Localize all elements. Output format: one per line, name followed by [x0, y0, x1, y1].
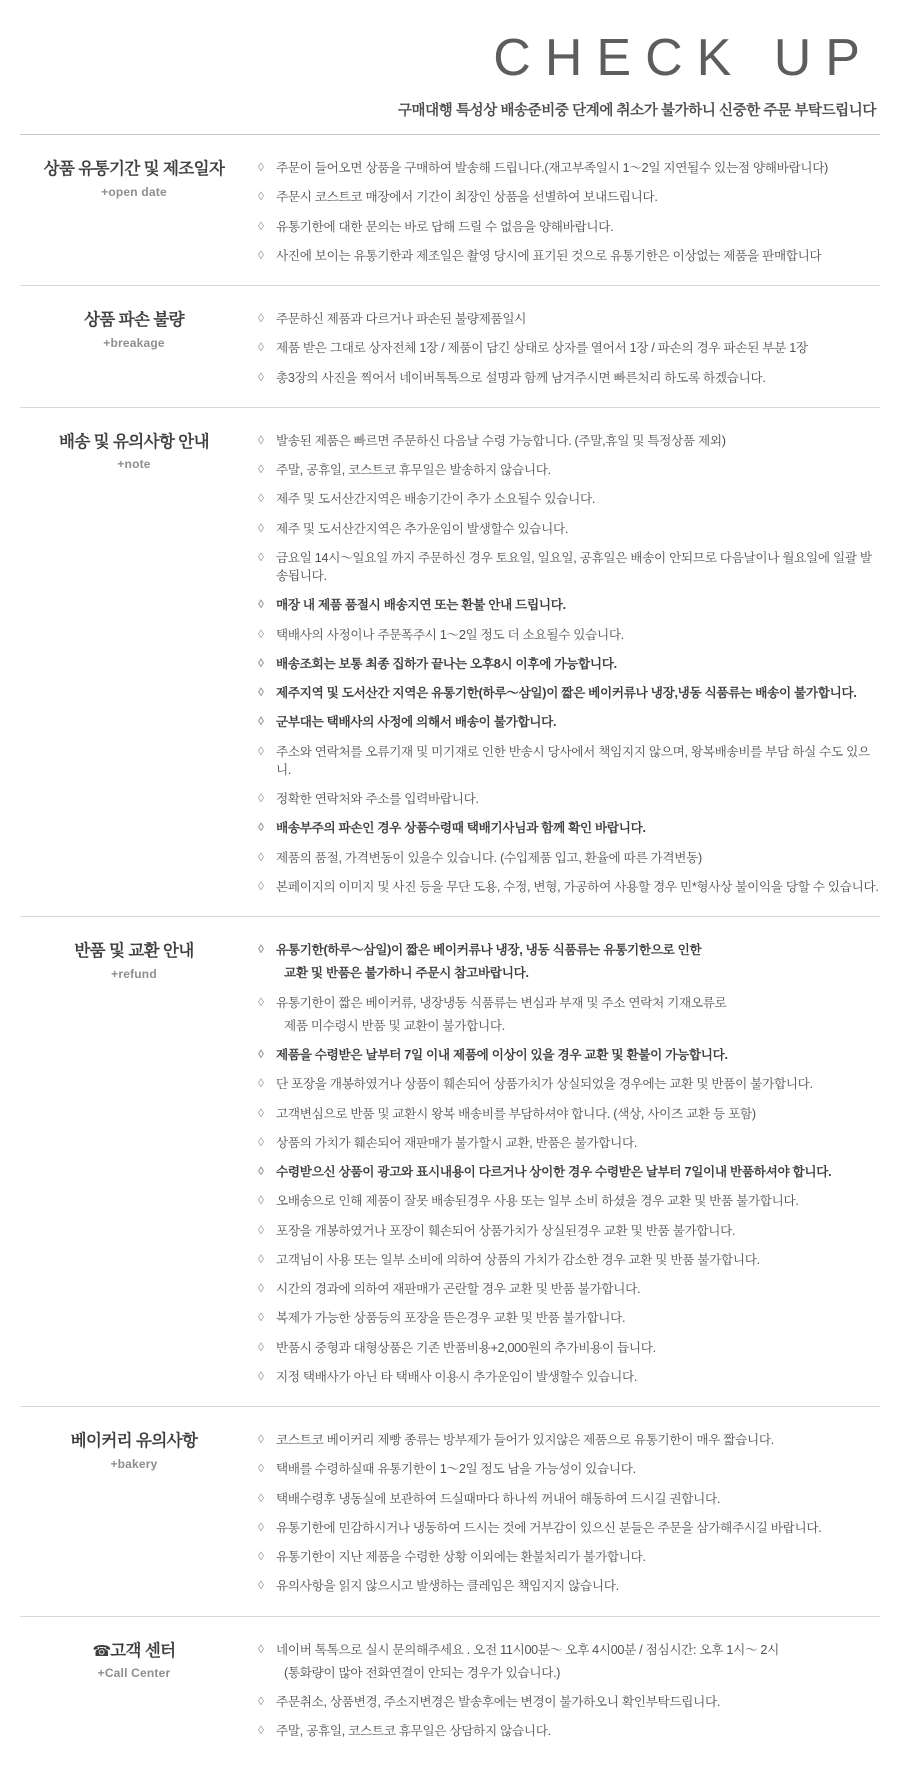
notice-item [258, 247, 880, 265]
section-label [20, 430, 248, 471]
section [20, 1406, 880, 1616]
diamond-bullet-icon: ◊ [258, 1578, 264, 1593]
diamond-bullet-icon: ◊ [258, 1432, 264, 1447]
diamond-bullet-icon: ◊ [258, 714, 264, 729]
notice-text: 유의사항을 읽지 않으시고 발생하는 클레임은 책임지지 않습니다. [276, 1579, 619, 1594]
diamond-bullet-icon: ◊ [258, 743, 264, 758]
diamond-bullet-icon: ◊ [258, 791, 264, 806]
notice-item [258, 819, 880, 837]
section-label [20, 1639, 248, 1680]
diamond-bullet-icon: ◊ [258, 655, 264, 670]
notice-item [258, 1722, 880, 1740]
notice-item [258, 849, 880, 867]
diamond-bullet-icon: ◊ [258, 1641, 264, 1656]
section-label-ko [20, 1431, 248, 1452]
notice-text: 제주 및 도서산간지역은 추가운임이 발생할수 있습니다. [276, 521, 569, 536]
notice-text-continued: 교환 및 반품은 불가하니 주문시 참고바랍니다. [284, 966, 529, 981]
notice-text: 단 포장을 개봉하였거나 상품이 훼손되어 상품가치가 상실되었을 경우에는 교환 및 반품이 불가합니다. [276, 1077, 813, 1092]
notice-item [258, 1641, 880, 1683]
diamond-bullet-icon: ◊ [258, 311, 264, 326]
notice-item [258, 1460, 880, 1478]
notice-text: 고객님이 사용 또는 일부 소비에 의하여 상품의 가치가 감소한 경우 교환 및 반품 불가합니다. [276, 1252, 760, 1267]
notice-text: 택배수령후 냉동실에 보관하여 드실때마다 하나씩 꺼내어 해동하여 드시길 권합니다. [276, 1491, 721, 1506]
page-title: CHECK UP [493, 29, 874, 87]
notice-text: 본페이지의 이미지 및 사진 등을 무단 도용, 수정, 변형, 가공하여 사용할 경우 민*형사상 불이익을 당할 수 있습니다. [276, 879, 879, 894]
telephone-icon: ☎ [92, 1642, 111, 1660]
diamond-bullet-icon: ◊ [258, 462, 264, 477]
diamond-bullet-icon: ◊ [258, 942, 264, 957]
diamond-bullet-icon: ◊ [258, 1134, 264, 1149]
notice-text: 정확한 연락처와 주소를 입력바랍니다. [276, 792, 479, 807]
notice-text: 택배사의 사정이나 주문폭주시 1〜2일 정도 더 소요될수 있습니다. [276, 627, 624, 642]
section-body [248, 1429, 880, 1598]
diamond-bullet-icon: ◊ [258, 432, 264, 447]
notice-text: 군부대는 택배사의 사정에 의해서 배송이 불가합니다. [276, 715, 557, 730]
notice-item [258, 1251, 880, 1269]
section-label-en: +refund [111, 966, 157, 981]
section-body [248, 157, 880, 267]
diamond-bullet-icon: ◊ [258, 849, 264, 864]
notice-text: 수령받으신 상품이 광고와 표시내용이 다르거나 상이한 경우 수령받은 날부터 7일이내 반품하셔야 합니다. [276, 1165, 832, 1180]
notice-text: 오배송으로 인해 제품이 잘못 배송된경우 사용 또는 일부 소비 하셨을 경우 교환 및 반품 불가합니다. [276, 1194, 799, 1209]
diamond-bullet-icon: ◊ [258, 340, 264, 355]
diamond-bullet-icon: ◊ [258, 1723, 264, 1738]
notice-item [258, 218, 880, 236]
diamond-bullet-icon: ◊ [258, 685, 264, 700]
notice-item [258, 369, 880, 387]
diamond-bullet-icon: ◊ [258, 520, 264, 535]
notice-item [258, 1577, 880, 1595]
section-label [20, 939, 248, 980]
notice-item [258, 1339, 880, 1357]
notice-text: 주말, 공휴일, 코스트코 휴무일은 상담하지 않습니다. [276, 1724, 551, 1739]
section-label-ko [20, 941, 248, 962]
diamond-bullet-icon: ◊ [258, 1368, 264, 1383]
diamond-bullet-icon: ◊ [258, 1164, 264, 1179]
notice-item [258, 626, 880, 644]
section-label-en: +Call Center [97, 1666, 171, 1681]
section [20, 407, 880, 916]
section-label-ko [20, 159, 248, 180]
page-subtitle: 구매대행 특성상 배송준비중 단계에 취소가 불가하니 신중한 주문 부탁드립니다 [397, 103, 876, 120]
notice-text: 배송조회는 보통 최종 집하가 끝나는 오후8시 이후에 가능합니다. [276, 656, 617, 671]
notice-text: 유통기한에 대한 문의는 바로 답해 드릴 수 없음을 양해바랍니다. [276, 219, 614, 234]
notice-text: 복제가 가능한 상품등의 포장을 뜯은경우 교환 및 반품 불가합니다. [276, 1311, 626, 1326]
notice-item [258, 1693, 880, 1711]
notice-text: 제주지역 및 도서산간 지역은 유통기한(하루〜삼일)이 짧은 베이커류나 냉장,냉동 식품류는 배송이 불가합니다. [276, 686, 857, 701]
notice-text: 상품의 가치가 훼손되어 재판매가 불가할시 교환, 반품은 불가합니다. [276, 1135, 638, 1150]
section-label-en: +bakery [110, 1456, 158, 1471]
notice-list [258, 941, 880, 1386]
diamond-bullet-icon: ◊ [258, 1549, 264, 1564]
notice-item [258, 684, 880, 702]
notice-list [258, 1431, 880, 1596]
diamond-bullet-icon: ◊ [258, 1694, 264, 1709]
notice-text: 택배를 수령하실때 유통기한이 1〜2일 정도 남을 가능성이 있습니다. [276, 1462, 636, 1477]
notice-item [258, 1134, 880, 1152]
section-label-ko-text: 상품 유통기간 및 제조일자 [43, 160, 225, 179]
diamond-bullet-icon: ◊ [258, 1281, 264, 1296]
notice-item [258, 310, 880, 328]
notice-text: 지정 택배사가 아닌 타 택배사 이용시 추가운임이 발생할수 있습니다. [276, 1369, 638, 1384]
section-label-en: +note [117, 457, 151, 472]
notice-item [258, 159, 880, 177]
notice-item [258, 1192, 880, 1210]
section-label-en: +open date [101, 184, 167, 199]
diamond-bullet-icon: ◊ [258, 549, 264, 564]
notice-item [258, 1490, 880, 1508]
notice-text: 코스트코 베이커리 제빵 종류는 방부제가 들어가 있지않은 제품으로 유통기한이 매우 짧습니다. [276, 1433, 774, 1448]
section-label [20, 308, 248, 349]
section [20, 916, 880, 1406]
section [20, 285, 880, 407]
diamond-bullet-icon: ◊ [258, 1251, 264, 1266]
diamond-bullet-icon: ◊ [258, 1076, 264, 1091]
notice-item [258, 1222, 880, 1240]
notice-item [258, 549, 880, 586]
notice-text: 제주 및 도서산간지역은 배송기간이 추가 소요될수 있습니다. [276, 492, 596, 507]
diamond-bullet-icon: ◊ [258, 878, 264, 893]
notice-item [258, 1519, 880, 1537]
diamond-bullet-icon: ◊ [258, 160, 264, 175]
notice-text: 주문하신 제품과 다르거나 파손된 불량제품일시 [276, 312, 527, 327]
diamond-bullet-icon: ◊ [258, 218, 264, 233]
notice-item [258, 878, 880, 896]
notice-text: 발송된 제품은 빠르면 주문하신 다음날 수령 가능합니다. (주말,휴일 및 특정상품 제외) [276, 433, 726, 448]
notice-item [258, 1075, 880, 1093]
diamond-bullet-icon: ◊ [258, 626, 264, 641]
notice-text: 금요일 14시〜일요일 까지 주문하신 경우 토요일, 일요일, 공휴일은 배송이 안되므로 다음날이나 월요일에 일괄 발송됩니다. [276, 550, 872, 584]
diamond-bullet-icon: ◊ [258, 1519, 264, 1534]
notice-text: 배송부주의 파손인 경우 상품수령때 택배기사님과 함께 확인 바랍니다. [276, 821, 646, 836]
notice-item [258, 1046, 880, 1064]
section-label-en: +breakage [103, 335, 165, 350]
notice-item [258, 461, 880, 479]
notice-item [258, 655, 880, 673]
section [20, 1616, 880, 1761]
notice-text: 시간의 경과에 의하여 재판매가 곤란할 경우 교환 및 반품 불가합니다. [276, 1282, 641, 1297]
section [20, 134, 880, 285]
notice-text-continued: (통화량이 많아 전화연결이 안되는 경우가 있습니다.) [284, 1665, 561, 1680]
notice-text: 사진에 보이는 유통기한과 제조일은 촬영 당시에 표기된 것으로 유통기한은 이상없는 제품을 판매합니다 [276, 248, 822, 263]
notice-text: 유통기한이 짧은 베이커류, 냉장냉동 식품류는 변심과 부재 및 주소 연락처 기재오류로 [276, 995, 727, 1010]
section-label-ko-text: 배송 및 유의사항 안내 [58, 432, 209, 451]
section-label-ko [20, 310, 248, 331]
notice-text: 제품을 수령받은 날부터 7일 이내 제품에 이상이 있을 경우 교환 및 환불이 가능합니다. [276, 1048, 728, 1063]
section-label-ko-text: 베이커리 유의사항 [70, 1432, 198, 1451]
diamond-bullet-icon: ◊ [258, 597, 264, 612]
notice-item [258, 520, 880, 538]
section-label-ko-text: 고객 센터 [110, 1641, 176, 1660]
notice-text: 제품 받은 그대로 상자전체 1장 / 제품이 담긴 상태로 상자를 열어서 1장 / 파손의 경우 파손된 부분 1장 [276, 341, 808, 356]
notice-text: 포장을 개봉하였거나 포장이 훼손되어 상품가치가 상실된경우 교환 및 반품 불가합니다. [276, 1223, 736, 1238]
notice-text: 주문시 코스트코 매장에서 기간이 최장인 상품을 선별하여 보내드립니다. [276, 190, 658, 205]
section-label [20, 157, 248, 198]
notice-item [258, 432, 880, 450]
diamond-bullet-icon: ◊ [258, 1490, 264, 1505]
diamond-bullet-icon: ◊ [258, 1222, 264, 1237]
diamond-bullet-icon: ◊ [258, 1193, 264, 1208]
diamond-bullet-icon: ◊ [258, 1461, 264, 1476]
notice-list [258, 310, 880, 387]
notice-item [258, 1280, 880, 1298]
notice-text: 매장 내 제품 품절시 배송지연 또는 환불 안내 드립니다. [276, 598, 566, 613]
notice-text: 제품의 품절, 가격변동이 있을수 있습니다. (수입제품 입고, 환율에 따른 가격변동) [276, 850, 702, 865]
diamond-bullet-icon: ◊ [258, 1310, 264, 1325]
page-header [20, 0, 880, 134]
sections-container [20, 134, 880, 1761]
section-body [248, 939, 880, 1388]
notice-item [258, 1309, 880, 1327]
notice-text: 반품시 중형과 대형상품은 기존 반품비용+2,000원의 추가비용이 듭니다. [276, 1340, 656, 1355]
notice-item [258, 339, 880, 357]
section-body [248, 308, 880, 389]
diamond-bullet-icon: ◊ [258, 247, 264, 262]
notice-text-continued: 제품 미수령시 반품 및 교환이 불가합니다. [284, 1018, 505, 1033]
notice-item [258, 790, 880, 808]
diamond-bullet-icon: ◊ [258, 994, 264, 1009]
diamond-bullet-icon: ◊ [258, 1339, 264, 1354]
diamond-bullet-icon: ◊ [258, 1047, 264, 1062]
diamond-bullet-icon: ◊ [258, 189, 264, 204]
notice-item [258, 1105, 880, 1123]
notice-item [258, 490, 880, 508]
diamond-bullet-icon: ◊ [258, 369, 264, 384]
diamond-bullet-icon: ◊ [258, 820, 264, 835]
notice-list [258, 159, 880, 265]
notice-text: 주문취소, 상품변경, 주소지변경은 발송후에는 변경이 불가하오니 확인부탁드립니다. [276, 1695, 721, 1710]
notice-text: 유통기한에 민감하시거나 냉동하여 드시는 것에 거부감이 있으신 분들은 주문을 삼가해주시길 바랍니다. [276, 1520, 822, 1535]
section-label [20, 1429, 248, 1470]
notice-item [258, 188, 880, 206]
section-label-ko [20, 1641, 248, 1662]
notice-item [258, 743, 880, 780]
notice-text: 주소와 연락처를 오류기재 및 미기재로 인한 반송시 당사에서 책임지지 않으며, 왕복배송비를 부담 하실 수도 있으니. [276, 744, 870, 777]
section-label-ko-text: 상품 파손 불량 [83, 311, 184, 330]
section-body [248, 1639, 880, 1743]
notice-item [258, 941, 880, 983]
notice-text: 유통기한이 지난 제품을 수령한 상황 이외에는 환불처리가 불가합니다. [276, 1550, 646, 1565]
notice-text: 네이버 톡톡으로 실시 문의해주세요 . 오전 11시00분〜 오후 4시00분 / 점심시간: 오후 1시〜 2시 [276, 1642, 780, 1657]
notice-item [258, 1431, 880, 1449]
notice-list [258, 1641, 880, 1741]
notice-text: 총3장의 사진을 찍어서 네이버톡톡으로 설명과 함께 남겨주시면 빠른처리 하도록 하겠습니다. [276, 370, 766, 385]
notice-text: 주문이 들어오면 상품을 구매하여 발송해 드립니다.(재고부족일시 1〜2일 지연될수 있는점 양해바랍니다) [276, 161, 828, 176]
notice-text: 유통기한(하루〜삼일)이 짧은 베이커류나 냉장, 냉동 식품류는 유통기한으로 인한 [276, 943, 702, 958]
notice-item [258, 994, 880, 1036]
diamond-bullet-icon: ◊ [258, 1105, 264, 1120]
notice-item [258, 1548, 880, 1566]
notice-text: 고객변심으로 반품 및 교환시 왕복 배송비를 부담하셔야 합니다. (색상, 사이즈 교환 등 포함) [276, 1106, 756, 1121]
notice-item [258, 1163, 880, 1181]
section-label-ko [20, 432, 248, 453]
section-body [248, 430, 880, 898]
notice-item [258, 596, 880, 614]
section-label-ko-text: 반품 및 교환 안내 [74, 942, 194, 961]
notice-text: 주말, 공휴일, 코스트코 휴무일은 발송하지 않습니다. [276, 463, 551, 478]
notice-item [258, 713, 880, 731]
notice-list [258, 432, 880, 896]
notice-item [258, 1368, 880, 1386]
diamond-bullet-icon: ◊ [258, 491, 264, 506]
